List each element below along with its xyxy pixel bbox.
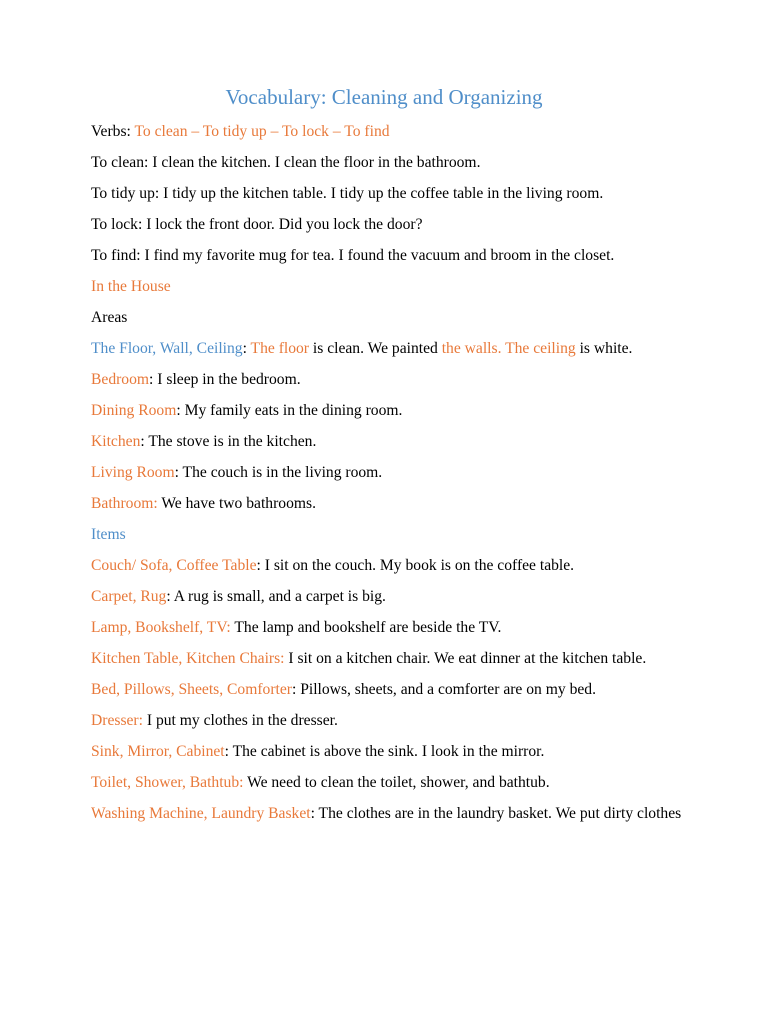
item-entry — [91, 772, 691, 793]
example-tidy: To tidy up: I tidy up the kitchen table. I tidy up the coffee table in the living room. — [91, 185, 604, 202]
area-term: Kitchen — [91, 433, 141, 450]
area-text: : The couch is in the living room. — [174, 464, 383, 481]
example-lock: To lock: I lock the front door. Did you lock the door? — [91, 216, 423, 233]
item-text: I put my clothes in the dresser. — [142, 712, 338, 729]
document-body — [91, 121, 691, 834]
item-entry — [91, 648, 691, 669]
area-term: Bedroom — [91, 371, 150, 388]
verbs-label: Verbs: — [91, 123, 135, 140]
example-clean: To clean: I clean the kitchen. I clean the floor in the bathroom. — [91, 154, 481, 171]
item-term: Kitchen Table, Kitchen Chairs: — [91, 650, 285, 667]
area-entry-kitchen — [91, 431, 691, 452]
area-term: Living Room — [91, 464, 175, 481]
item-term: Couch/ Sofa, Coffee Table — [91, 557, 257, 574]
subheading-areas: Areas — [91, 309, 128, 326]
area-word: The floor — [250, 340, 310, 357]
item-entry — [91, 803, 691, 824]
area-text: : The stove is in the kitchen. — [140, 433, 317, 450]
item-entry — [91, 679, 691, 700]
area-entry-floor — [91, 338, 691, 359]
item-text: The lamp and bookshelf are beside the TV. — [230, 619, 502, 636]
item-term: Toilet, Shower, Bathtub: — [91, 774, 244, 791]
item-text: : I sit on the couch. My book is on the coffee table. — [256, 557, 575, 574]
item-term: Washing Machine, Laundry Basket — [91, 805, 311, 822]
item-term: Dresser: — [91, 712, 143, 729]
item-term: Sink, Mirror, Cabinet — [91, 743, 225, 760]
item-text: : Pillows, sheets, and a comforter are on my bed. — [291, 681, 596, 698]
subheading-items: Items — [91, 526, 126, 543]
area-term: The Floor, Wall, Ceiling — [91, 340, 243, 357]
item-text: : The clothes are in the laundry basket. We put dirty clothes — [310, 805, 682, 822]
area-entry-bathroom — [91, 493, 691, 514]
example-find: To find: I find my favorite mug for tea. I found the vacuum and broom in the closet. — [91, 247, 615, 264]
verbs-line — [91, 121, 691, 142]
area-term: Bathroom: — [91, 495, 158, 512]
area-word: the walls. The ceiling — [441, 340, 576, 357]
area-text: : My family eats in the dining room. — [176, 402, 403, 419]
item-term: Carpet, Rug — [91, 588, 167, 605]
item-term: Lamp, Bookshelf, TV: — [91, 619, 231, 636]
item-text: I sit on a kitchen chair. We eat dinner at the kitchen table. — [284, 650, 647, 667]
area-entry-bedroom — [91, 369, 691, 390]
item-entry — [91, 710, 691, 731]
page-title: Vocabulary: Cleaning and Organizing — [225, 85, 543, 109]
area-text: : I sleep in the bedroom. — [149, 371, 301, 388]
item-term: Bed, Pillows, Sheets, Comforter — [91, 681, 292, 698]
section-heading-house: In the House — [91, 278, 171, 295]
area-text: is white. — [575, 340, 633, 357]
area-text: We have two bathrooms. — [157, 495, 316, 512]
area-entry-living — [91, 462, 691, 483]
area-entry-dining — [91, 400, 691, 421]
area-term: Dining Room — [91, 402, 177, 419]
verbs-list: To clean – To tidy up – To lock – To find — [134, 123, 390, 140]
item-text: : The cabinet is above the sink. I look in the mirror. — [224, 743, 545, 760]
item-text: : A rug is small, and a carpet is big. — [166, 588, 386, 605]
item-entry — [91, 586, 691, 607]
item-entry — [91, 617, 691, 638]
area-text: is clean. We painted — [309, 340, 442, 357]
item-entry — [91, 555, 691, 576]
item-entry — [91, 741, 691, 762]
item-text: We need to clean the toilet, shower, and bathtub. — [243, 774, 550, 791]
area-colon: : — [242, 340, 251, 357]
